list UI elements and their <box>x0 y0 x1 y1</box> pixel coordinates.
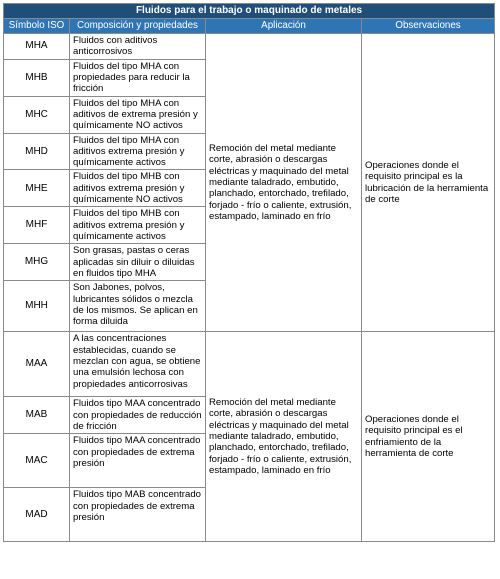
composition-cell: Fluidos del tipo MHB con aditivos extrema presión y químicamente NO activos <box>70 170 206 207</box>
composition-cell: Fluidos tipo MAA concentrado con propiedades de extrema presión <box>70 434 206 488</box>
composition-cell: Fluidos del tipo MHA con aditivos extrema presión y químicamente activos <box>70 133 206 170</box>
metalworking-fluids-table <box>3 3 495 542</box>
table-title: Fluidos para el trabajo o maquinado de metales <box>4 4 495 19</box>
composition-cell: Son grasas, pastas o ceras aplicadas sin diluir o diluidas en fluidos tipo MHA <box>70 244 206 281</box>
observations-cell: Operaciones donde el requisito principal es el enfriamiento de la herramienta de corte <box>362 332 495 542</box>
header-composicion: Composición y propiedades <box>70 19 206 34</box>
iso-symbol-cell: MHB <box>4 59 70 96</box>
observations-cell: Operaciones donde el requisito principal es la lubricación de la herramienta de corte <box>362 34 495 332</box>
iso-symbol-cell: MHC <box>4 96 70 133</box>
composition-cell: Fluidos del tipo MHA con propiedades para reducir la fricción <box>70 59 206 96</box>
header-observaciones: Observaciones <box>362 19 495 34</box>
composition-cell: Fluidos del tipo MHA con aditivos de extrema presión y químicamente NO activos <box>70 96 206 133</box>
application-cell: Remoción del metal mediante corte, abrasión o descargas eléctricas y maquinado del metal mediante taladrado, embutido, planchado, entorchado, trefilado, forjado - frío o caliente, extrusión, estampado, laminado en frío <box>206 332 362 542</box>
iso-symbol-cell: MHE <box>4 170 70 207</box>
iso-symbol-cell: MHA <box>4 34 70 60</box>
composition-cell: Fluidos con aditivos anticorrosivos <box>70 34 206 60</box>
composition-cell: Fluidos tipo MAB concentrado con propiedades de extrema presión <box>70 488 206 542</box>
composition-cell: Fluidos tipo MAA concentrado con propiedades de reducción de fricción <box>70 397 206 434</box>
iso-symbol-cell: MAA <box>4 332 70 397</box>
iso-symbol-cell: MHD <box>4 133 70 170</box>
iso-symbol-cell: MHF <box>4 207 70 244</box>
table-row <box>4 332 495 397</box>
iso-symbol-cell: MHH <box>4 281 70 332</box>
iso-symbol-cell: MAC <box>4 434 70 488</box>
composition-cell: A las concentraciones establecidas, cuando se mezclan con agua, se obtiene una emulsión lechosa con propiedades anticorrosivas <box>70 332 206 397</box>
iso-symbol-cell: MAB <box>4 397 70 434</box>
header-simbolo-iso: Símbolo ISO <box>4 19 70 34</box>
header-aplicacion: Aplicación <box>206 19 362 34</box>
iso-symbol-cell: MHG <box>4 244 70 281</box>
application-cell: Remoción del metal mediante corte, abrasión o descargas eléctricas y maquinado del metal mediante taladrado, embutido, planchado, entorchado, trefilado, forjado - frío o caliente, extrusión, estampado, laminado en frío <box>206 34 362 332</box>
composition-cell: Son Jabones, polvos, lubricantes sólidos o mezcla de los mismos. Se aplican en forma diluida <box>70 281 206 332</box>
composition-cell: Fluidos del tipo MHB con aditivos extrema presión y químicamente activos <box>70 207 206 244</box>
table-row <box>4 34 495 60</box>
iso-symbol-cell: MAD <box>4 488 70 542</box>
